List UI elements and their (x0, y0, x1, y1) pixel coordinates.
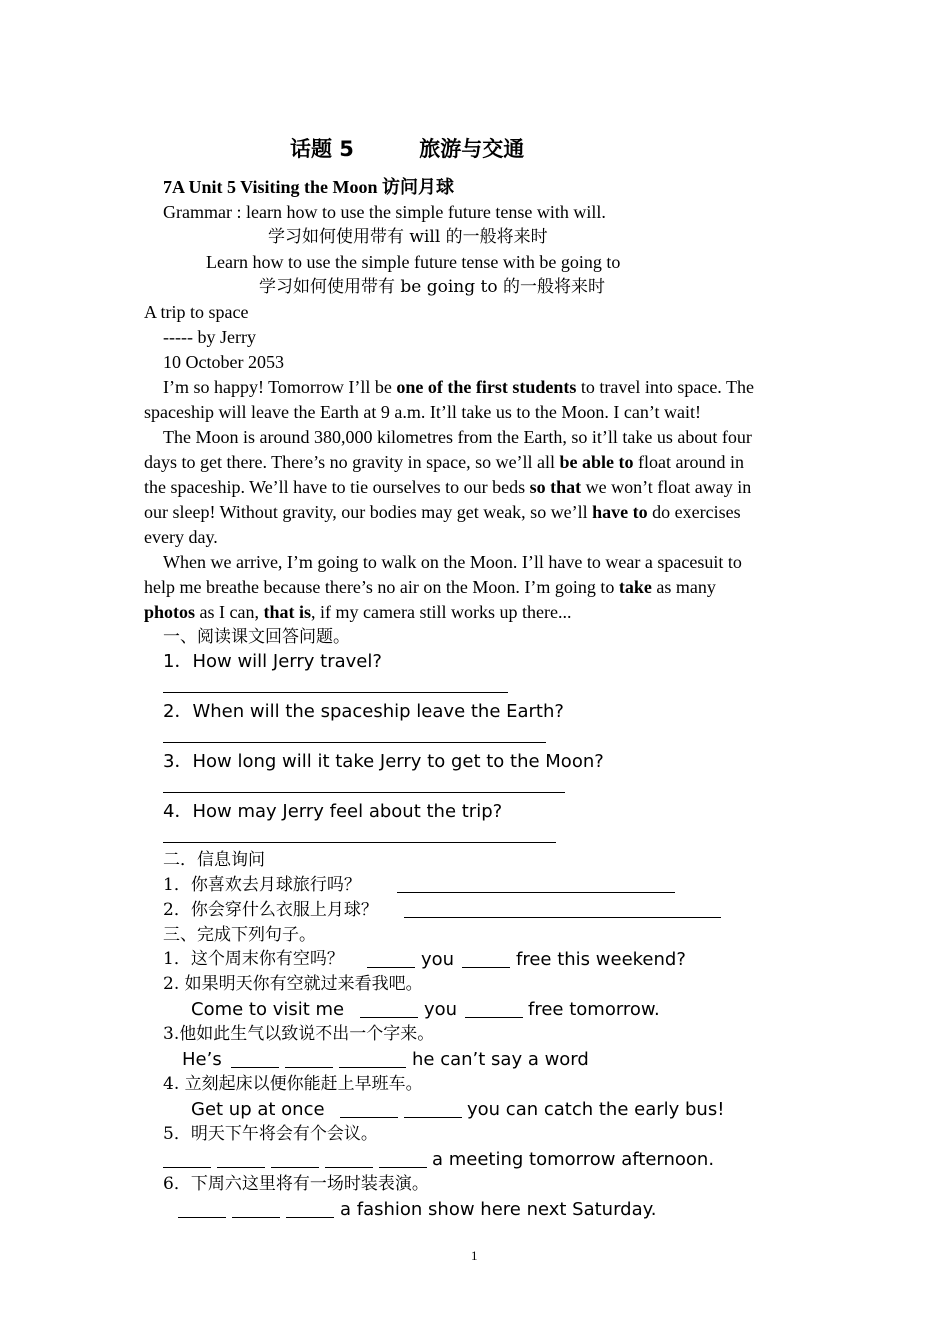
sentence-4-blank-2[interactable] (404, 1117, 462, 1118)
paragraph-2-line-1: The Moon is around 380,000 kilometres from the Earth, so it’ll take us about four (163, 427, 752, 447)
sentence-5-blank-1[interactable] (163, 1167, 211, 1168)
sentence-1-cn: 1．这个周末你有空吗？ (163, 949, 344, 969)
info-blank-2[interactable] (404, 917, 721, 918)
question-1: 1．How will Jerry travel? (163, 651, 382, 672)
sentence-4-start: Get up at once (191, 1099, 325, 1120)
sentence-6-rest: a fashion show here next Saturday. (340, 1199, 657, 1220)
bold-phrase: be able to (559, 452, 634, 472)
page-title (290, 135, 524, 163)
sentence-5-cn: 5．明天下午将会有个会议。 (163, 1124, 378, 1144)
sentence-6-blank-3[interactable] (286, 1217, 334, 1218)
sentence-2-word: you (424, 999, 458, 1020)
grammar-line-2-cn: 学习如何使用带有 be going to 的一般将来时 (259, 277, 606, 297)
diary-date: 10 October 2053 (163, 352, 284, 372)
sentence-2-blank-1[interactable] (360, 1017, 418, 1018)
diary-author: ----- by Jerry (163, 327, 256, 347)
diary-title: A trip to space (144, 302, 249, 322)
answer-blank-1[interactable] (163, 692, 508, 693)
sentence-1-rest: free this weekend? (516, 949, 686, 970)
grammar-line-1-cn: 学习如何使用带有 will 的一般将来时 (268, 227, 548, 247)
grammar-line-2: Learn how to use the simple future tense with be going to (206, 252, 621, 272)
bold-phrase: that is (263, 602, 312, 622)
grammar-line-1: Grammar : learn how to use the simple future tense with will. (163, 202, 606, 222)
bold-phrase: have to (592, 502, 648, 522)
sentence-3-cn: 3.他如此生气以致说不出一个字来。 (163, 1024, 435, 1044)
sentence-1-word: you (421, 949, 455, 970)
sentence-6-blank-2[interactable] (232, 1217, 280, 1218)
answer-blank-4[interactable] (163, 842, 556, 843)
info-question-2: 2．你会穿什么衣服上月球？ (163, 900, 378, 920)
sentence-3-blank-2[interactable] (285, 1067, 333, 1068)
sentence-2-blank-2[interactable] (465, 1017, 523, 1018)
sentence-4-cn: 4. 立刻起床以便你能赶上早班车。 (163, 1074, 423, 1094)
sentence-3-rest: he can’t say a word (412, 1049, 589, 1070)
paragraph-1-line-1: I’m so happy! Tomorrow I’ll be one of the first students to travel into space. The (163, 377, 754, 397)
sentence-4-rest: you can catch the early bus! (467, 1099, 725, 1120)
question-4: 4．How may Jerry feel about the trip? (163, 801, 503, 822)
paragraph-2-line-2: days to get there. There’s no gravity in space, so we’ll all be able to float around in (144, 452, 745, 472)
paragraph-3-line-3: photos as I can, that is, if my camera still works up there... (144, 602, 572, 622)
sentence-2-cn: 2. 如果明天你有空就过来看我吧。 (163, 974, 423, 994)
topic-number: 话题 5 (290, 137, 354, 161)
answer-blank-3[interactable] (163, 792, 565, 793)
unit-heading: 7A Unit 5 Visiting the Moon 访问月球 (163, 177, 455, 197)
answer-blank-2[interactable] (163, 742, 546, 743)
sentence-3-start: He’s (182, 1049, 222, 1070)
sentence-4-blank-1[interactable] (340, 1117, 398, 1118)
paragraph-3-line-1: When we arrive, I’m going to walk on the Moon. I’ll have to wear a spacesuit to (163, 552, 742, 572)
paragraph-2-line-5: every day. (144, 527, 218, 547)
sentence-5-rest: a meeting tomorrow afternoon. (432, 1149, 715, 1170)
sentence-5-blank-3[interactable] (271, 1167, 319, 1168)
bold-phrase: take (618, 577, 652, 597)
bold-phrase: photos (144, 602, 196, 622)
question-3: 3．How long will it take Jerry to get to the Moon? (163, 751, 604, 772)
info-blank-1[interactable] (397, 892, 675, 893)
sentence-3-blank-1[interactable] (231, 1067, 279, 1068)
paragraph-2-line-4: our sleep! Without gravity, our bodies may get weak, so we’ll have to do exercises (144, 502, 741, 522)
sentence-6-cn: 6．下周六这里将有一场时装表演。 (163, 1174, 429, 1194)
paragraph-1-line-2: spaceship will leave the Earth at 9 a.m. It’ll take us to the Moon. I can’t wait! (144, 402, 701, 422)
sentence-1-blank-2[interactable] (462, 967, 510, 968)
topic-theme: 旅游与交通 (419, 137, 525, 161)
paragraph-2-line-3: the spaceship. We’ll have to tie ourselves to our beds so that we won’t float away in (144, 477, 752, 497)
question-2: 2．When will the spaceship leave the Earth? (163, 701, 564, 722)
sentence-1-blank-1[interactable] (367, 967, 415, 968)
bold-phrase: one of the first students (396, 377, 577, 397)
section-3-heading: 三、完成下列句子。 (163, 925, 316, 945)
section-2-heading: 二．信息询问 (163, 850, 265, 870)
info-question-1: 1．你喜欢去月球旅行吗？ (163, 875, 361, 895)
sentence-5-blank-5[interactable] (379, 1167, 427, 1168)
sentence-5-blank-2[interactable] (217, 1167, 265, 1168)
paragraph-3-line-2: help me breathe because there’s no air on the Moon. I’m going to take as many (144, 577, 716, 597)
sentence-5-blank-4[interactable] (325, 1167, 373, 1168)
sentence-6-blank-1[interactable] (178, 1217, 226, 1218)
sentence-2-rest: free tomorrow. (528, 999, 660, 1020)
sentence-3-blank-3[interactable] (339, 1067, 406, 1068)
page-number: 1 (471, 1248, 478, 1263)
sentence-2-start: Come to visit me (191, 999, 345, 1020)
bold-phrase: so that (529, 477, 582, 497)
section-1-heading: 一、阅读课文回答问题。 (163, 627, 350, 647)
